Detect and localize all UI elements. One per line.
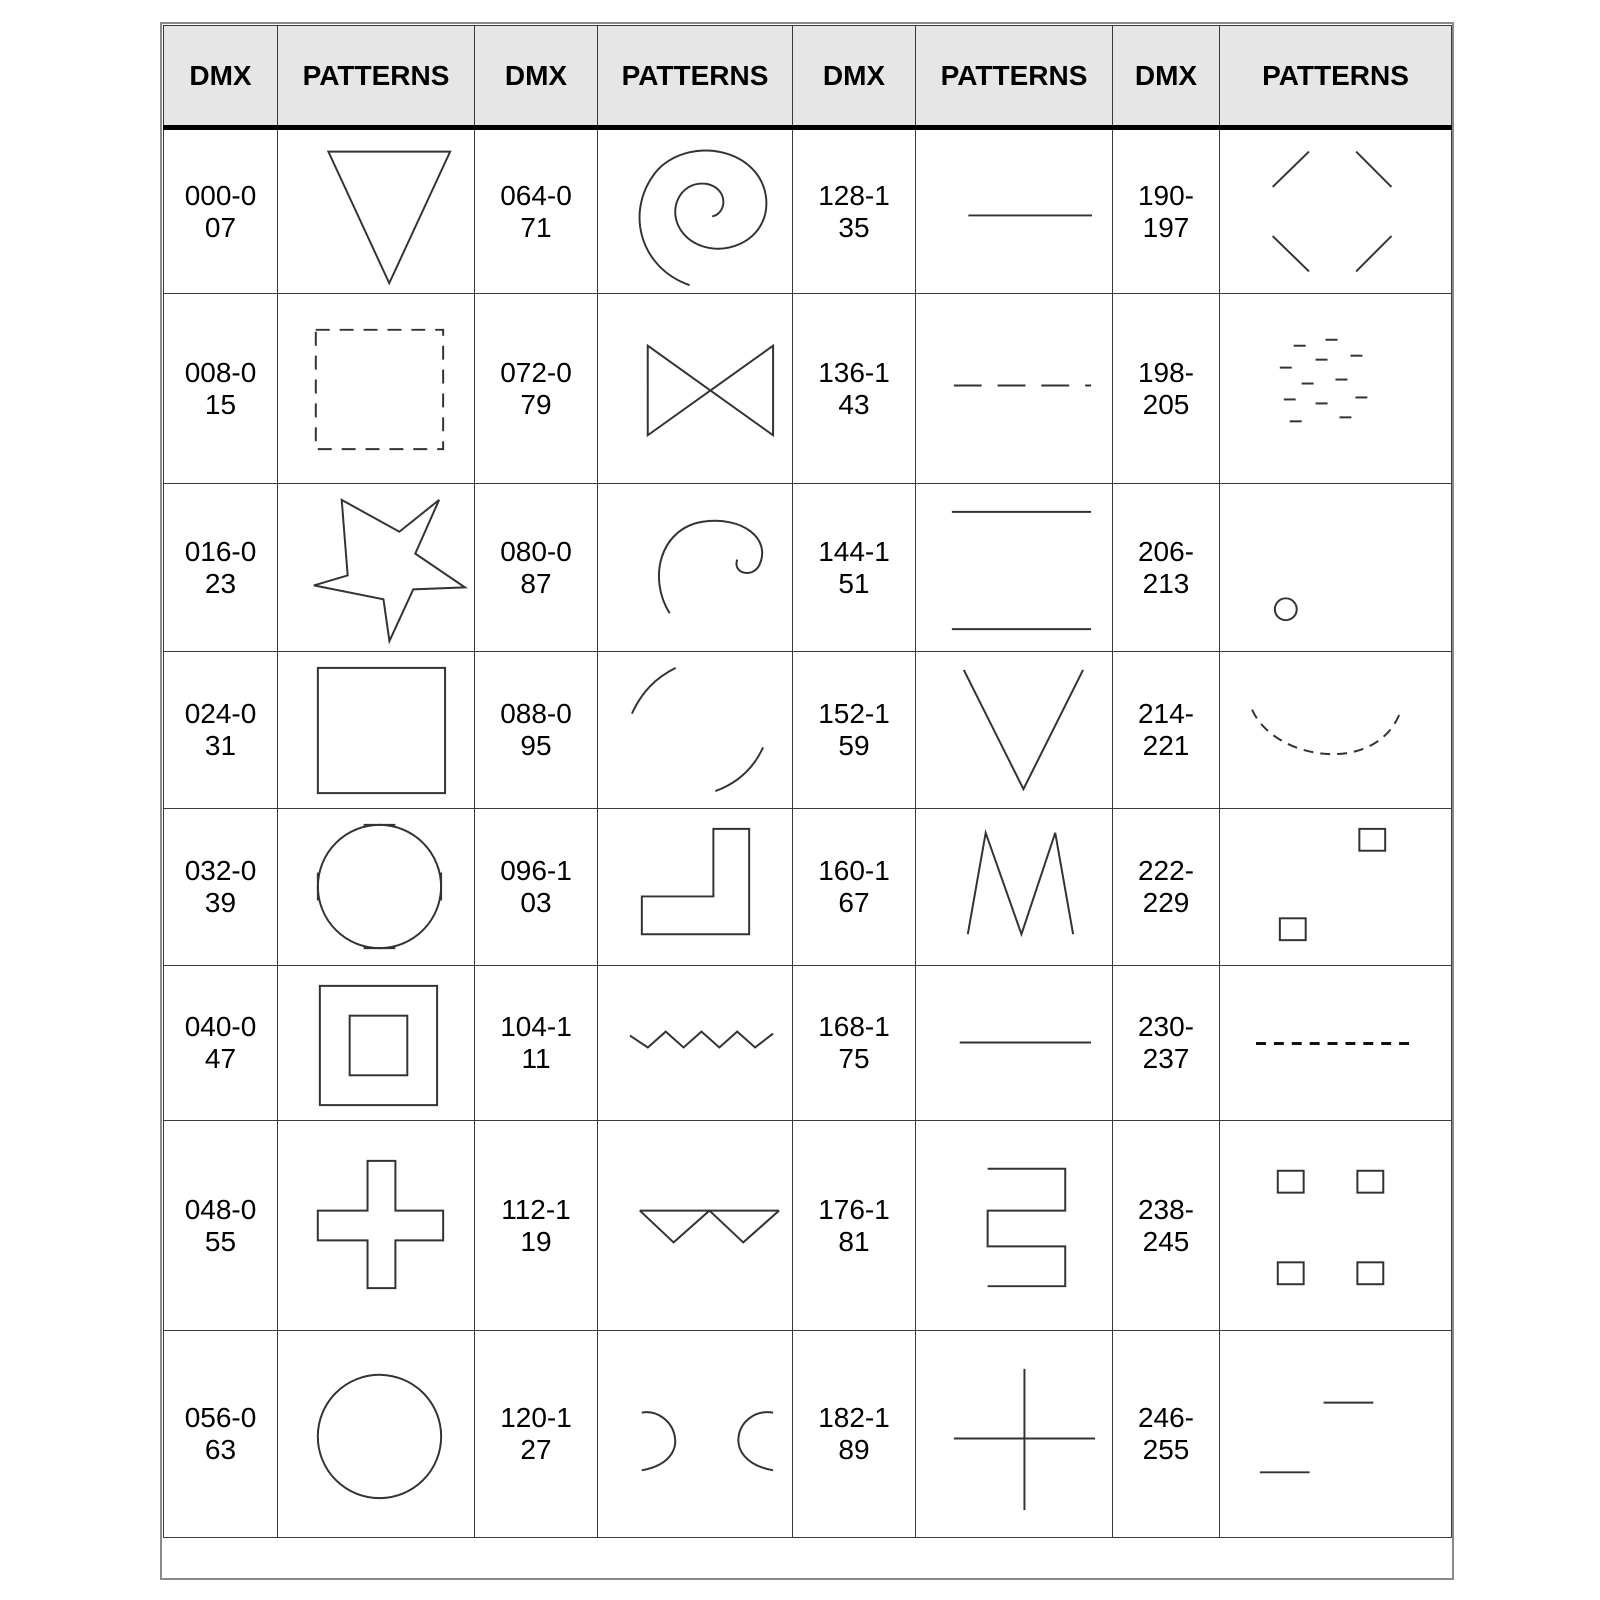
dmx-range-cell: 136-1 43 [793,294,916,484]
header-dmx: DMX [793,26,916,128]
double-triangle-pattern-icon [598,1121,793,1331]
dotted-line-pattern-icon [1220,966,1452,1121]
dmx-range-cell: 072-0 79 [475,294,598,484]
dmx-range-cell: 238- 245 [1113,1121,1220,1331]
dmx-range-cell: 112-1 19 [475,1121,598,1331]
star-pattern-icon [278,484,475,652]
dmx-range-cell: 176-1 81 [793,1121,916,1331]
dmx-range-cell: 222- 229 [1113,809,1220,966]
dmx-range-cell: 064-0 71 [475,128,598,294]
two-brackets-pattern-icon [598,1331,793,1538]
dmx-range-cell: 024-0 31 [164,652,278,809]
table-row [164,484,1452,652]
small-circle-pattern-icon [1220,484,1452,652]
table-row [164,1331,1452,1538]
dmx-range-cell: 016-0 23 [164,484,278,652]
bold-dash-line-pattern-icon [916,966,1113,1121]
bowtie-pattern-icon [598,294,793,484]
dmx-range-cell: 048-0 55 [164,1121,278,1331]
dmx-range-cell: 128-1 35 [793,128,916,294]
dmx-range-cell: 096-1 03 [475,809,598,966]
dmx-range-cell: 088-0 95 [475,652,598,809]
dmx-range-cell: 056-0 63 [164,1331,278,1538]
dmx-range-cell: 182-1 89 [793,1331,916,1538]
dmx-range-cell: 032-0 39 [164,809,278,966]
inverted-triangle-pattern-icon [278,128,475,294]
dmx-range-cell: 040-0 47 [164,966,278,1121]
dashed-arc-pattern-icon [1220,652,1452,809]
two-offset-lines-pattern-icon [1220,1331,1452,1538]
dmx-range-cell: 000-0 07 [164,128,278,294]
dmx-patterns-table [163,25,1452,1538]
four-small-squares-pattern-icon [1220,1121,1452,1331]
dmx-range-cell: 206- 213 [1113,484,1220,652]
spiral-arc-pattern-icon [598,484,793,652]
header-dmx: DMX [1113,26,1220,128]
header-row [164,26,1452,128]
dmx-range-cell: 230- 237 [1113,966,1220,1121]
dmx-range-cell: 120-1 27 [475,1331,598,1538]
dmx-range-cell: 190- 197 [1113,128,1220,294]
table-row [164,1121,1452,1331]
dmx-range-cell: 152-1 59 [793,652,916,809]
spiral-pattern-icon [598,128,793,294]
table-row [164,652,1452,809]
dashed-line-pattern-icon [916,294,1113,484]
dmx-range-cell: 160-1 67 [793,809,916,966]
dashed-square-pattern-icon [278,294,475,484]
dmx-range-cell: 104-1 11 [475,966,598,1121]
header-dmx: DMX [164,26,278,128]
table-row [164,809,1452,966]
dmx-range-cell: 080-0 87 [475,484,598,652]
two-parallel-lines-pattern-icon [916,484,1113,652]
octagon-circle-pattern-icon [278,809,475,966]
four-diagonals-pattern-icon [1220,128,1452,294]
two-arcs-pattern-icon [598,652,793,809]
header-patterns: PATTERNS [916,26,1113,128]
dmx-range-cell: 144-1 51 [793,484,916,652]
header-patterns: PATTERNS [278,26,475,128]
zigzag-pattern-icon [598,966,793,1121]
cross-pattern-icon [278,1121,475,1331]
v-shape-pattern-icon [916,652,1113,809]
header-dmx: DMX [475,26,598,128]
dmx-range-cell: 168-1 75 [793,966,916,1121]
e-shape-pattern-icon [916,1121,1113,1331]
dmx-range-cell: 246- 255 [1113,1331,1220,1538]
plus-pattern-icon [916,1331,1113,1538]
table-row [164,128,1452,294]
m-shape-pattern-icon [916,809,1113,966]
header-patterns: PATTERNS [1220,26,1452,128]
square-pattern-icon [278,652,475,809]
dash-scatter-pattern-icon [1220,294,1452,484]
table-row [164,294,1452,484]
two-small-squares-pattern-icon [1220,809,1452,966]
header-patterns: PATTERNS [598,26,793,128]
table-row [164,966,1452,1121]
dmx-range-cell: 198- 205 [1113,294,1220,484]
dmx-range-cell: 214- 221 [1113,652,1220,809]
circle-pattern-icon [278,1331,475,1538]
horizontal-line-pattern-icon [916,128,1113,294]
l-shape-pattern-icon [598,809,793,966]
dmx-range-cell: 008-0 15 [164,294,278,484]
nested-squares-pattern-icon [278,966,475,1121]
